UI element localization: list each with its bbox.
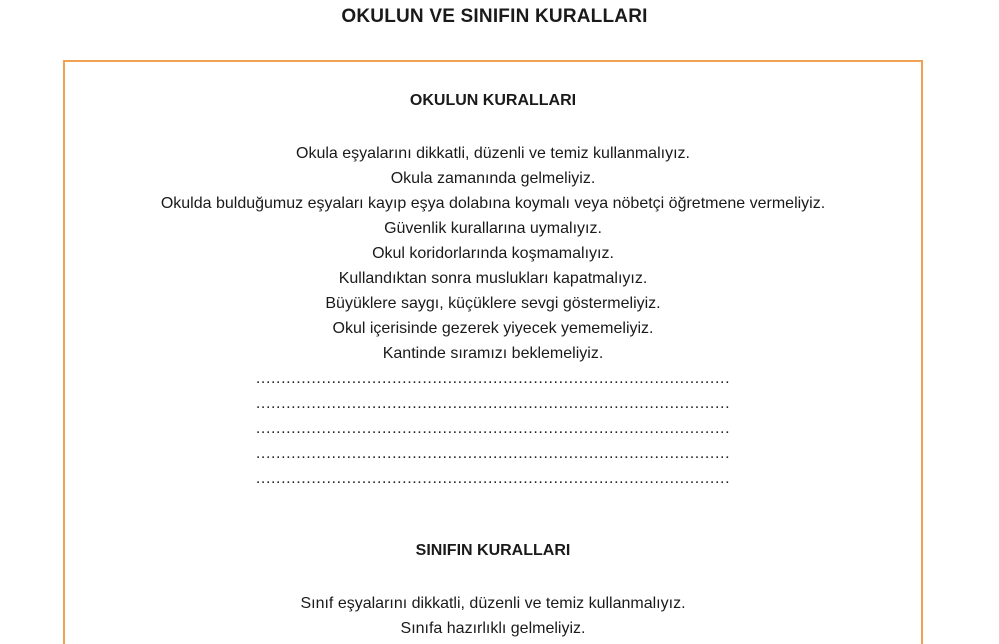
- school-rule-item: Okulda bulduğumuz eşyaları kayıp eşya dolabına koymalı veya nöbetçi öğretmene vermeliyiz.: [160, 195, 826, 212]
- school-rule-item: Büyüklere saygı, küçüklere sevgi göstermeliyiz.: [325, 295, 661, 312]
- school-rule-item: Okul içerisinde gezerek yiyecek yememeliyiz.: [332, 320, 654, 337]
- school-rule-item: Okula eşyalarını dikkatli, düzenli ve temiz kullanmalıyız.: [296, 145, 690, 162]
- class-rule-item: Sınıf eşyalarını dikkatli, düzenli ve temiz kullanmalıyız.: [300, 595, 686, 612]
- blank-line: ..............................................................................................: [255, 445, 731, 462]
- rules-box: [63, 60, 923, 644]
- page-title: OKULUN VE SINIFIN KURALLARI: [341, 6, 648, 27]
- class-rules-title: SINIFIN KURALLARI: [415, 542, 571, 559]
- school-rule-item: Okul koridorlarında koşmamalıyız.: [372, 245, 614, 262]
- school-rules-title: OKULUN KURALLARI: [409, 92, 577, 109]
- blank-line: ..............................................................................................: [255, 395, 731, 412]
- blank-line: ..............................................................................................: [255, 470, 731, 487]
- blank-line: ..............................................................................................: [255, 420, 731, 437]
- school-rule-item: Okula zamanında gelmeliyiz.: [390, 170, 596, 187]
- class-rule-item: Sınıfa hazırlıklı gelmeliyiz.: [400, 620, 586, 637]
- school-rule-item: Kantinde sıramızı beklemeliyiz.: [382, 345, 604, 362]
- blank-line: ..............................................................................................: [255, 370, 731, 387]
- school-rule-item: Kullandıktan sonra muslukları kapatmalıyız.: [338, 270, 648, 287]
- school-rules-list: [65, 141, 921, 366]
- class-rules-list: [65, 591, 921, 641]
- blank-lines-list: [65, 366, 921, 491]
- school-rule-item: Güvenlik kurallarına uymalıyız.: [384, 220, 602, 237]
